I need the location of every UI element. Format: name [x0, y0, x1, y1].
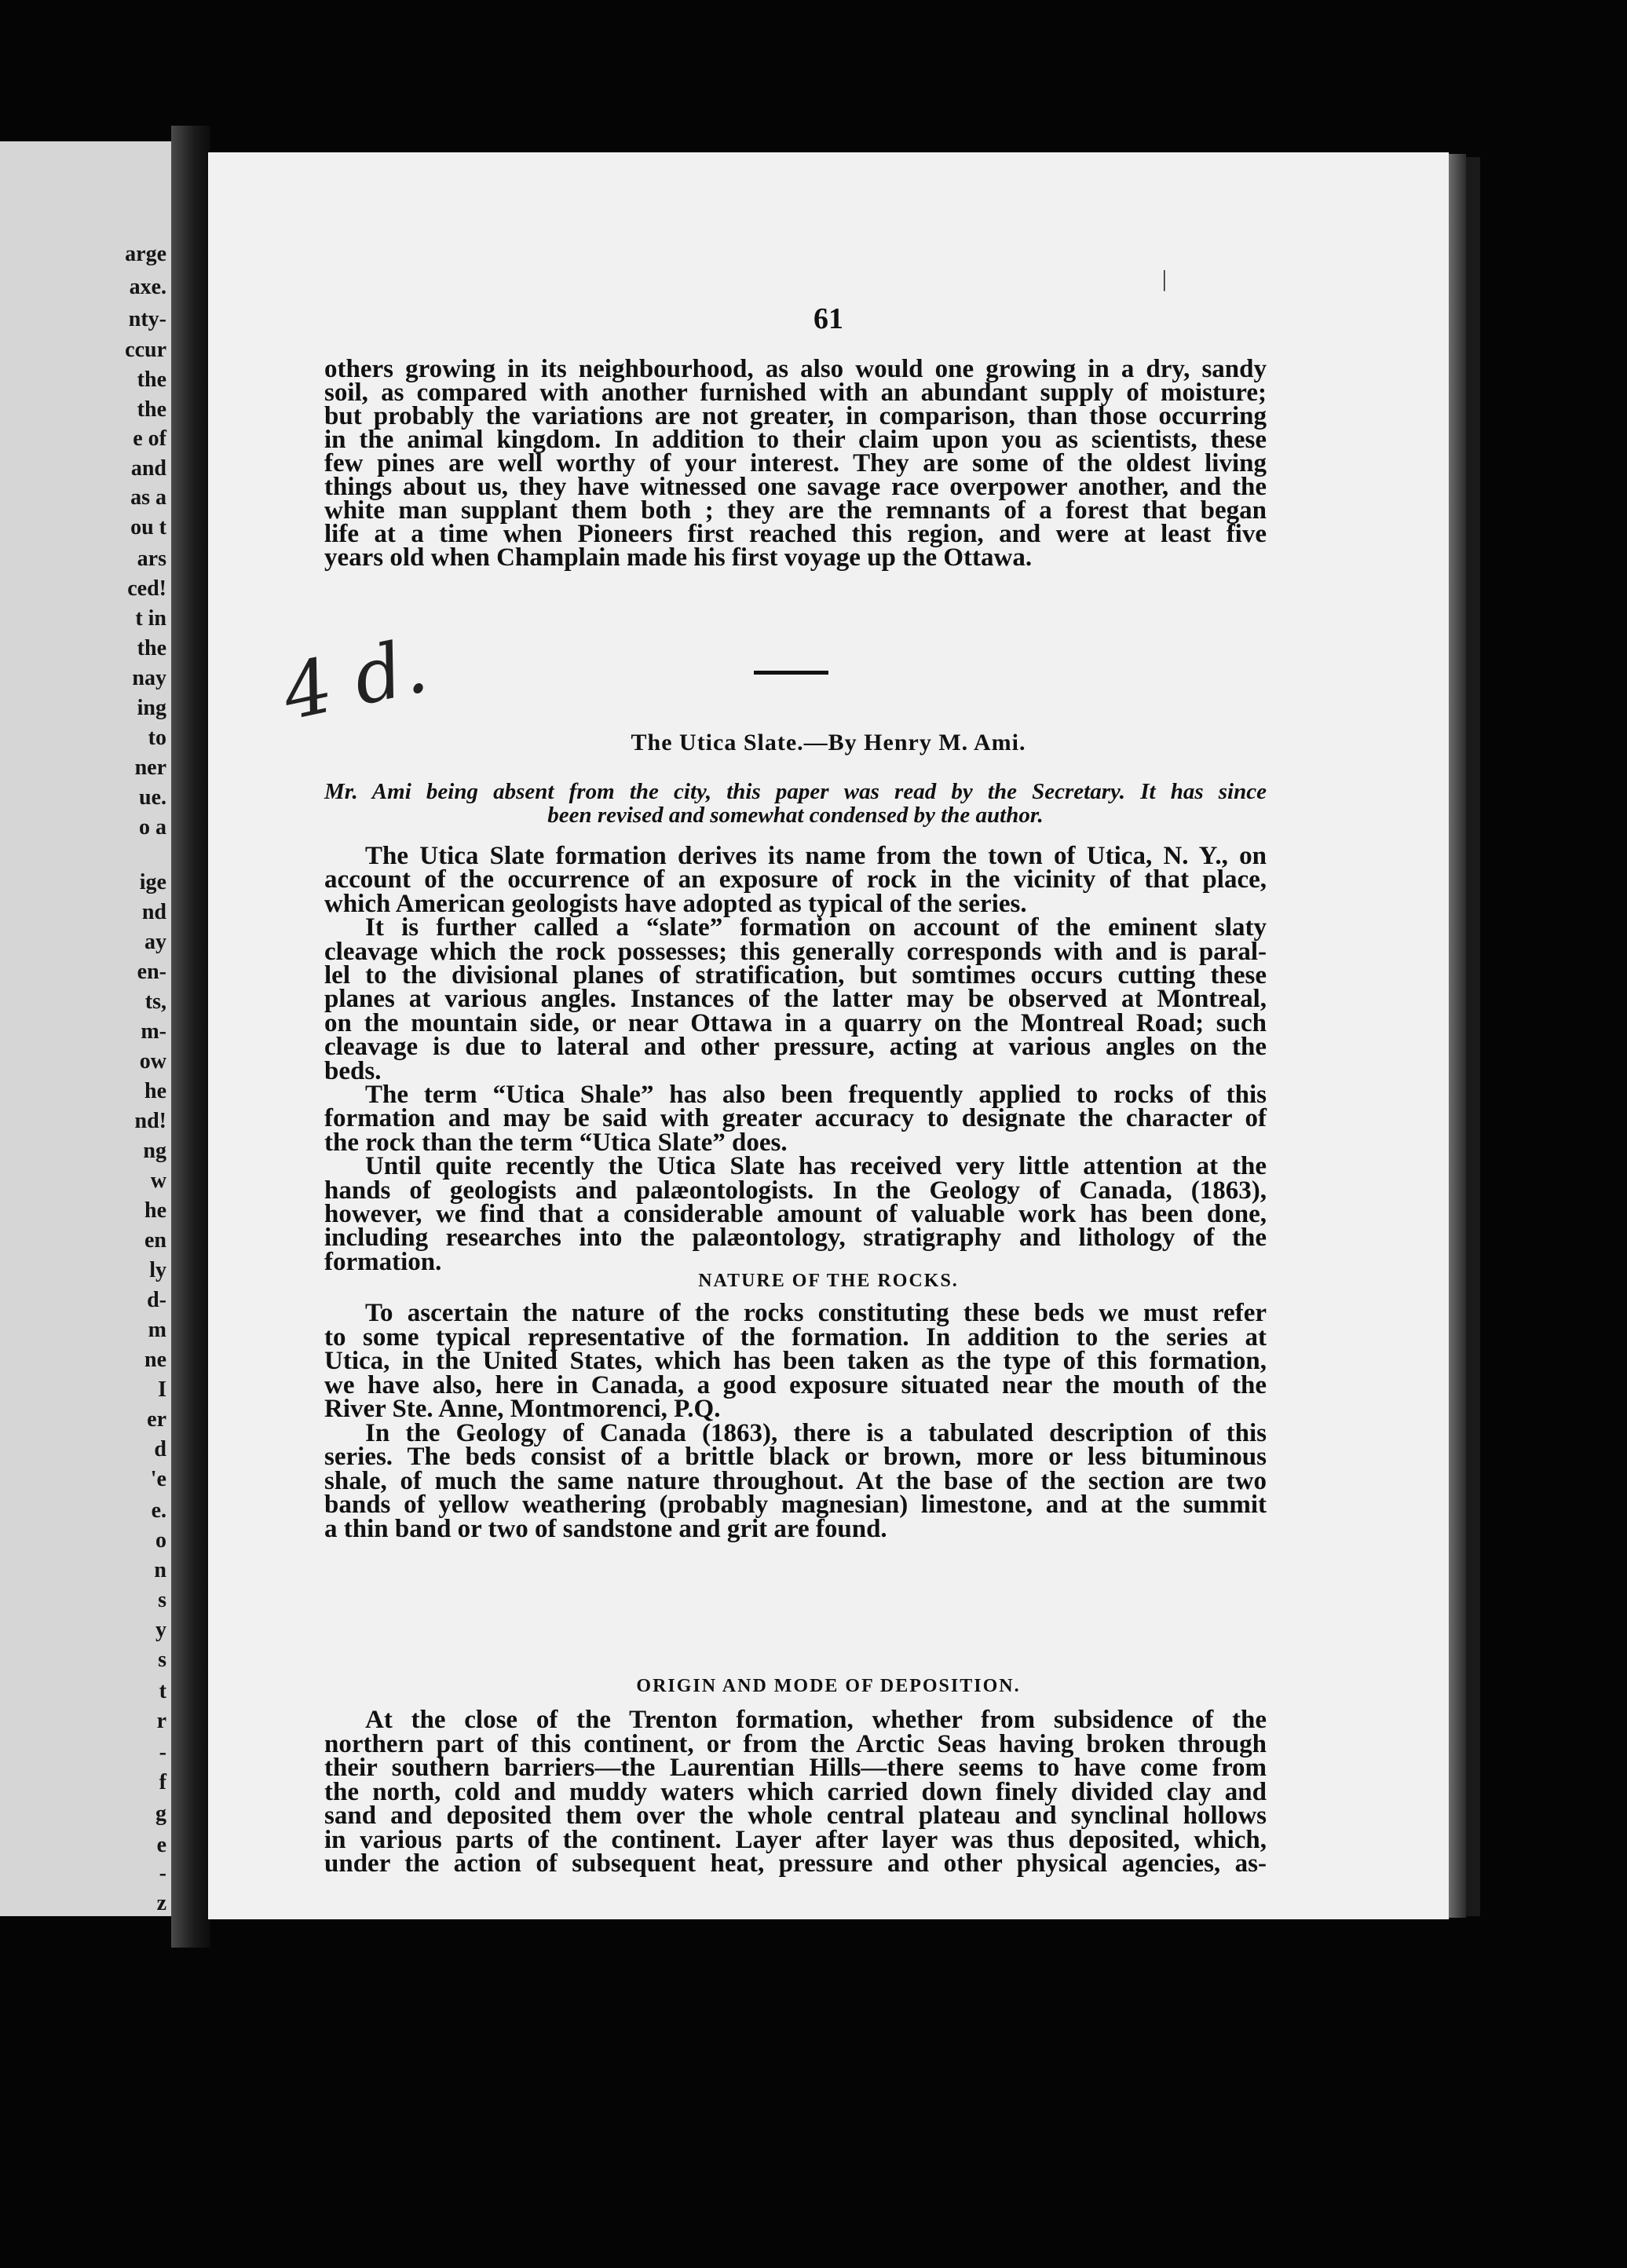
- handwritten-annotation: 4 d.: [275, 621, 435, 737]
- margin-fragment: d-: [147, 1288, 166, 1312]
- body-line: shale, of much the same nature throughout. At the base of the section are two: [324, 1466, 1267, 1495]
- body-line: beds.: [324, 1056, 382, 1085]
- margin-tick: │: [1158, 270, 1171, 290]
- editor-note-line: Mr. Ami being absent from the city, this paper was read by the Secretary. It has since: [324, 779, 1267, 804]
- body-line: to some typical representative of the formation. In addition to the series at: [324, 1322, 1267, 1352]
- margin-fragment: ou t: [130, 515, 166, 540]
- margin-fragment: ced!: [127, 576, 166, 601]
- margin-fragment: m-: [141, 1019, 166, 1044]
- margin-fragment: en-: [137, 960, 166, 984]
- body-line: series. The beds consist of a brittle black or brown, more or less bituminous: [324, 1443, 1267, 1471]
- margin-fragment: he: [144, 1079, 166, 1103]
- page-edge: [1449, 154, 1466, 1918]
- body-line: we have also, here in Canada, a good exposure situated near the mouth of the: [324, 1370, 1267, 1399]
- margin-fragment: he: [144, 1198, 166, 1223]
- paragraph-line: white man supplant them both ; they are the remnants of a forest that began: [324, 496, 1267, 525]
- margin-fragment: the: [137, 636, 166, 660]
- margin-fragment: ne: [144, 1348, 166, 1372]
- margin-fragment: e of: [133, 426, 166, 451]
- margin-fragment: to: [148, 726, 166, 750]
- margin-fragment: er: [147, 1407, 166, 1432]
- paragraph-line: soil, as compared with another furnished with an abundant supply of moisture;: [324, 379, 1267, 407]
- body-line: northern part of this continent, or from the Arctic Seas having broken through: [324, 1729, 1267, 1758]
- paragraph-line: others growing in its neighbourhood, as also would one growing in a dry, sandy: [324, 355, 1267, 383]
- paragraph-line: in the animal kingdom. In addition to their claim upon you as scientists, these: [324, 426, 1267, 454]
- margin-fragment: ing: [137, 696, 166, 720]
- margin-fragment: nay: [132, 666, 166, 690]
- body-line: cleavage which the rock possesses; this generally corresponds with and is paral-: [324, 937, 1267, 966]
- margin-fragment: nd: [141, 900, 166, 924]
- body-line: sand and deposited them over the whole central plateau and synclinal hollows: [324, 1802, 1267, 1830]
- body-line: which American geologists have adopted as typical of the series.: [324, 889, 1027, 918]
- margin-fragment: e.: [151, 1498, 166, 1523]
- body-line: At the close of the Trenton formation, whether from subsidence of the: [365, 1706, 1267, 1734]
- margin-fragment: 'e: [150, 1467, 166, 1491]
- body-line: cleavage is due to lateral and other pressure, acting at various angles on the: [324, 1033, 1267, 1062]
- margin-fragment: axe.: [129, 275, 166, 299]
- margin-fragment: ner: [134, 755, 166, 780]
- body-line: In the Geology of Canada (1863), there is a tabulated description of this: [365, 1418, 1267, 1447]
- margin-fragment: g: [155, 1802, 166, 1826]
- body-line: bands of yellow weathering (probably magnesian) limestone, and at the summit: [324, 1491, 1267, 1519]
- paragraph-line: few pines are well worthy of your interest. They are some of the oldest living: [324, 449, 1267, 477]
- body-line: River Ste. Anne, Montmorenci, P.Q.: [324, 1395, 721, 1423]
- margin-fragment: ige: [139, 870, 166, 894]
- paragraph-line: things about us, they have witnessed one savage race overpower another, and the: [324, 473, 1267, 501]
- body-line: the north, cold and muddy waters which carried down finely divided clay and: [324, 1777, 1267, 1806]
- margin-fragment: o a: [139, 815, 166, 840]
- body-line: Until quite recently the Utica Slate has received very little attention at the: [365, 1152, 1267, 1181]
- article-title: The Utica Slate.—By Henry M. Ami.: [631, 730, 1026, 755]
- margin-fragment: ccur: [125, 338, 166, 362]
- margin-fragment: ay: [144, 930, 166, 954]
- page-number: 61: [814, 302, 843, 335]
- body-line: a thin band or two of sandstone and grit are found.: [324, 1514, 887, 1543]
- margin-fragment: the: [137, 368, 166, 392]
- margin-fragment: nd!: [134, 1109, 166, 1133]
- body-line: however, we find that a considerable amount of valuable work has been done,: [324, 1200, 1267, 1228]
- margin-fragment: as a: [130, 485, 166, 510]
- body-line: formation and may be said with greater accuracy to designate the character of: [324, 1104, 1267, 1133]
- body-line: planes at various angles. Instances of the latter may be observed at Montreal,: [324, 985, 1267, 1014]
- margin-fragment: m: [148, 1318, 166, 1342]
- editor-note-line: been revised and somewhat condensed by the author.: [547, 803, 1044, 828]
- margin-fragment: ue.: [139, 785, 166, 810]
- margin-fragment: arge: [125, 242, 166, 266]
- margin-fragment: f: [159, 1770, 166, 1794]
- facing-page-strip: [0, 141, 171, 1916]
- body-line: under the action of subsequent heat, pressure and other physical agencies, as-: [324, 1849, 1267, 1878]
- body-line: hands of geologists and palæontologists. In the Geology of Canada, (1863),: [324, 1176, 1267, 1205]
- margin-fragment: ly: [149, 1258, 166, 1282]
- margin-fragment: en: [144, 1228, 166, 1253]
- body-line: The term “Utica Shale” has also been frequently applied to rocks of this: [365, 1081, 1267, 1109]
- margin-fragment: o: [155, 1528, 166, 1553]
- margin-fragment: s: [158, 1588, 166, 1612]
- margin-fragment: ow: [139, 1049, 166, 1074]
- margin-fragment: z: [156, 1891, 166, 1915]
- section-rule: [754, 671, 828, 675]
- paragraph-line: but probably the variations are not greater, in comparison, than those occurring: [324, 402, 1267, 430]
- body-line: It is further called a “slate” formation on account of the eminent slaty: [365, 913, 1267, 942]
- body-line: To ascertain the nature of the rocks constituting these beds we must refer: [365, 1299, 1267, 1327]
- body-line: lel to the divisional planes of stratification, but somtimes occurs cutting these: [324, 961, 1267, 990]
- margin-fragment: r: [156, 1709, 166, 1733]
- body-line: on the mountain side, or near Ottawa in a quarry on the Montreal Road; such: [324, 1008, 1267, 1037]
- margin-fragment: d: [154, 1437, 166, 1461]
- margin-fragment: e: [156, 1833, 166, 1857]
- body-line: Utica, in the United States, which has been taken as the type of this formation,: [324, 1347, 1267, 1375]
- body-line: The Utica Slate formation derives its name from the town of Utica, N. Y., on: [365, 842, 1267, 870]
- margin-fragment: the: [137, 397, 166, 422]
- body-line: their southern barriers—the Laurentian Hills—there seems to have come from: [324, 1754, 1267, 1782]
- body-line: in various parts of the continent. Layer after layer was thus deposited, which,: [324, 1825, 1267, 1854]
- margin-fragment: n: [154, 1558, 166, 1582]
- margin-fragment: t: [159, 1679, 166, 1703]
- section-heading: NATURE OF THE ROCKS.: [698, 1271, 959, 1291]
- margin-fragment: w: [150, 1169, 166, 1193]
- paragraph-line: life at a time when Pioneers first reached this region, and were at least five: [324, 520, 1267, 548]
- margin-fragment: -: [159, 1740, 166, 1765]
- margin-fragment: s: [158, 1648, 166, 1672]
- book-page: [208, 152, 1449, 1919]
- page-edge-shadow: [1466, 157, 1480, 1916]
- margin-fragment: y: [155, 1618, 166, 1642]
- margin-fragment: ng: [143, 1139, 166, 1163]
- paragraph-line: years old when Champlain made his first voyage up the Ottawa.: [324, 543, 1033, 572]
- margin-fragment: I: [158, 1377, 166, 1402]
- body-line: including researches into the palæontology, stratigraphy and lithology of the: [324, 1224, 1267, 1253]
- margin-fragment: ts,: [144, 990, 166, 1014]
- section-heading: ORIGIN AND MODE OF DEPOSITION.: [636, 1676, 1021, 1696]
- margin-fragment: -: [159, 1861, 166, 1886]
- margin-fragment: ars: [137, 547, 166, 571]
- body-line: the rock than the term “Utica Slate” does.: [324, 1128, 788, 1157]
- book-gutter: [171, 126, 210, 1948]
- margin-fragment: nty-: [128, 307, 166, 331]
- body-line: formation.: [324, 1247, 442, 1276]
- margin-fragment: t in: [135, 606, 166, 631]
- margin-fragment: and: [130, 456, 166, 481]
- body-line: account of the occurrence of an exposure of rock in the vicinity of that place,: [324, 865, 1267, 894]
